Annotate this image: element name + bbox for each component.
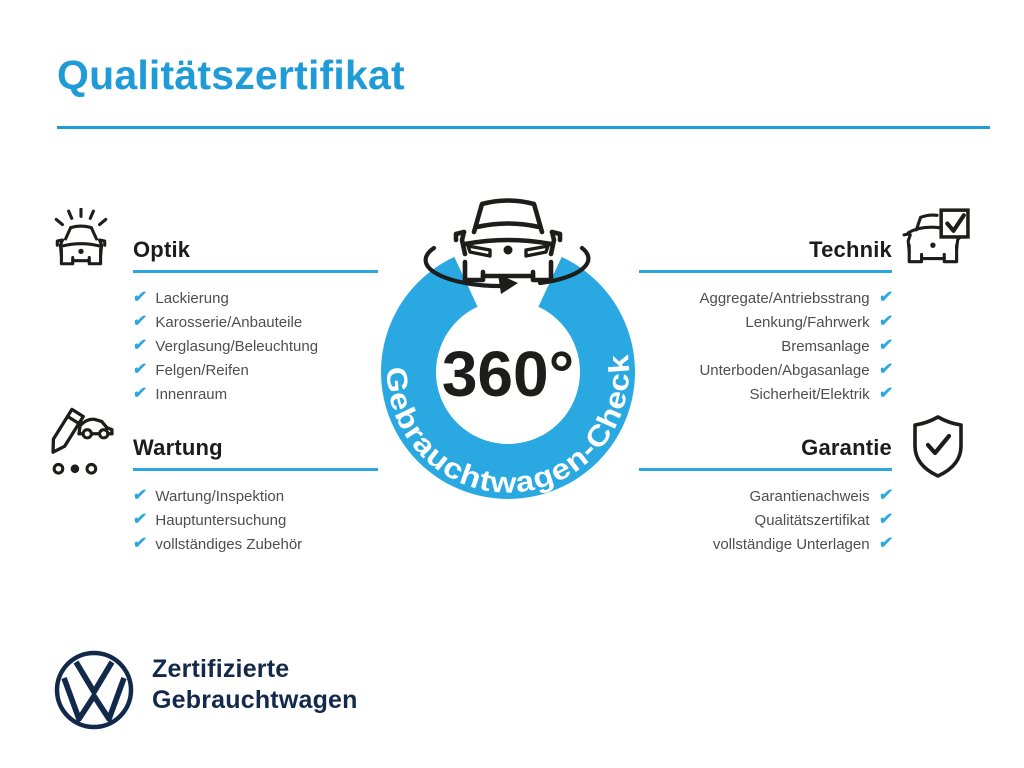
- check-icon: ✔: [131, 511, 148, 528]
- checklist-item: [639, 334, 892, 358]
- checklist-item: [133, 382, 378, 406]
- section-wartung-title: Wartung: [133, 434, 378, 471]
- garantie-checklist: [639, 484, 892, 556]
- brand-line1: Zertifizierte: [152, 655, 290, 683]
- check-icon: ✔: [877, 361, 894, 378]
- checklist-item-label: Sicherheit/Elektrik: [749, 385, 870, 403]
- check-icon: ✔: [877, 289, 894, 306]
- check-icon: ✔: [131, 361, 148, 378]
- checklist-item: [133, 286, 378, 310]
- car-shine-icon: [48, 208, 114, 270]
- checklist-item-label: Lackierung: [155, 289, 229, 307]
- check-icon: ✔: [131, 535, 148, 552]
- checklist-item: [133, 310, 378, 334]
- checklist-item: [133, 508, 378, 532]
- checklist-item: [639, 484, 892, 508]
- checklist-item-label: Unterboden/Abgasanlage: [699, 361, 870, 379]
- technik-checklist: [639, 286, 892, 406]
- checklist-item: [133, 532, 378, 556]
- checklist-item: [639, 286, 892, 310]
- section-technik-title: Technik: [639, 236, 892, 273]
- checklist-item-label: Qualitätszertifikat: [754, 511, 870, 529]
- section-wartung: [133, 434, 378, 556]
- checklist-item-label: Aggregate/Antriebsstrang: [699, 289, 870, 307]
- checklist-item: [639, 382, 892, 406]
- checklist-item-label: Wartung/Inspektion: [155, 487, 285, 505]
- checklist-item: [639, 532, 892, 556]
- check-icon: ✔: [131, 487, 148, 504]
- badge-360-check: [368, 182, 648, 512]
- section-garantie-title: Garantie: [639, 434, 892, 471]
- shield-check-icon: [908, 414, 968, 480]
- checklist-item-label: Lenkung/Fahrwerk: [745, 313, 870, 331]
- badge-degrees-label: 360°: [441, 338, 575, 410]
- check-icon: ✔: [877, 487, 894, 504]
- checklist-item: [133, 484, 378, 508]
- optik-checklist: [133, 286, 378, 406]
- brand-text: [152, 654, 358, 716]
- checklist-item-label: vollständiges Zubehör: [155, 535, 303, 553]
- checklist-item: [639, 508, 892, 532]
- checklist-item: [133, 358, 378, 382]
- check-icon: ✔: [131, 313, 148, 330]
- check-icon: ✔: [877, 511, 894, 528]
- checklist-item-label: Felgen/Reifen: [155, 361, 249, 379]
- checklist-item: [639, 310, 892, 334]
- check-icon: ✔: [131, 385, 148, 402]
- checklist-item-label: vollständige Unterlagen: [712, 535, 870, 553]
- check-icon: ✔: [131, 337, 148, 354]
- check-icon: ✔: [131, 289, 148, 306]
- checklist-item: [133, 334, 378, 358]
- section-technik: [639, 236, 892, 406]
- title-divider: [57, 126, 990, 129]
- car-checkbox-icon: [902, 208, 970, 270]
- brand-line2: Gebrauchtwagen: [152, 686, 358, 714]
- pencil-car-icon: [42, 406, 114, 478]
- checklist-item-label: Garantienachweis: [749, 487, 870, 505]
- page-title: Qualitätszertifikat: [57, 52, 405, 98]
- badge-ring-label: Gebrauchtwagen-Check: [379, 355, 637, 500]
- checklist-item-label: Verglasung/Beleuchtung: [155, 337, 319, 355]
- section-optik: [133, 236, 378, 406]
- wartung-checklist: [133, 484, 378, 556]
- section-garantie: [639, 434, 892, 556]
- check-icon: ✔: [877, 313, 894, 330]
- checklist-item-label: Karosserie/Anbauteile: [155, 313, 303, 331]
- check-icon: ✔: [877, 385, 894, 402]
- checklist-item-label: Bremsanlage: [781, 337, 870, 355]
- check-icon: ✔: [877, 535, 894, 552]
- checklist-item: [639, 358, 892, 382]
- check-icon: ✔: [877, 337, 894, 354]
- vw-logo: [52, 648, 136, 732]
- checklist-item-label: Hauptuntersuchung: [155, 511, 287, 529]
- checklist-item-label: Innenraum: [155, 385, 228, 403]
- section-optik-title: Optik: [133, 236, 378, 273]
